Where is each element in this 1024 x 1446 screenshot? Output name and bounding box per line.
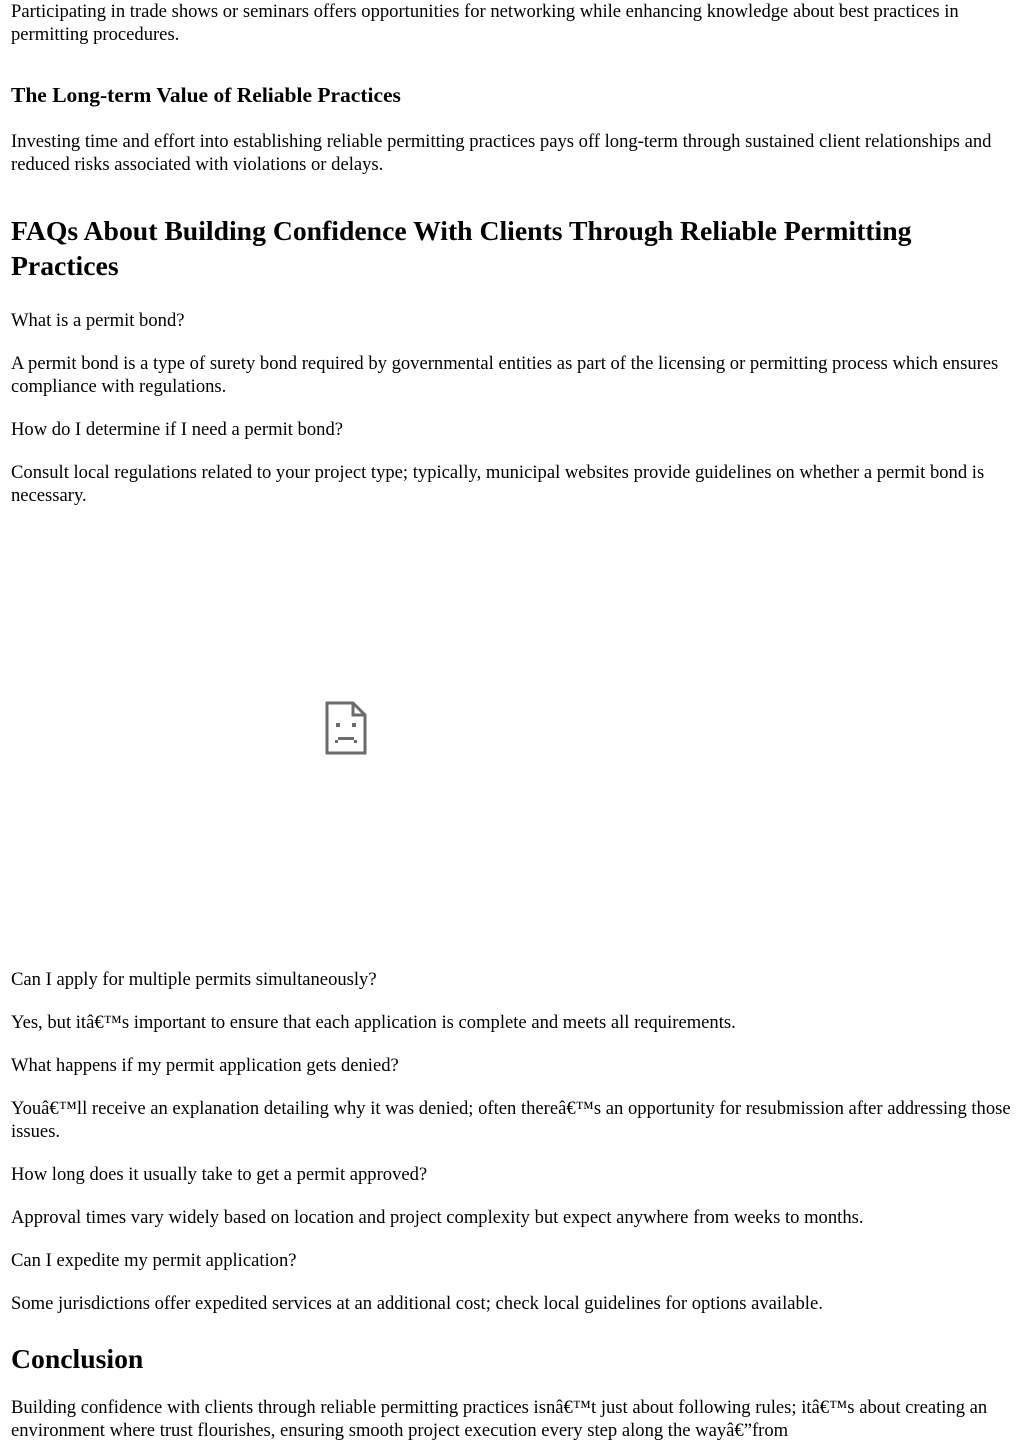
faq-heading: FAQs About Building Confidence With Clients Through Reliable Permitting Practices <box>11 215 912 281</box>
long-term-value-heading: The Long-term Value of Reliable Practices <box>11 83 401 107</box>
faq-question: Can I expedite my permit application? <box>11 1250 297 1271</box>
conclusion-heading: Conclusion <box>11 1343 144 1374</box>
intro-paragraph: Participating in trade shows or seminars offers opportunities for networking while enhancing knowledge about best practices in permitting procedures. <box>11 1 959 45</box>
faq-answer: Some jurisdictions offer expedited services at an additional cost; check local guidelines for options available. <box>11 1293 823 1314</box>
faq-question: How do I determine if I need a permit bond? <box>11 419 343 440</box>
faq-answer: Yes, but itâ€™s important to ensure that each application is complete and meets all requirements. <box>11 1012 736 1033</box>
faq-question: What happens if my permit application gets denied? <box>11 1055 399 1076</box>
faq-answer: A permit bond is a type of surety bond required by governmental entities as part of the licensing or permitting process which ensures compliance with regulations. <box>11 353 999 397</box>
faq-question: What is a permit bond? <box>11 310 185 331</box>
faq-answer: Approval times vary widely based on location and project complexity but expect anywhere from weeks to months. <box>11 1207 864 1228</box>
faq-question: How long does it usually take to get a permit approved? <box>11 1164 428 1185</box>
faq-answer: Consult local regulations related to your project type; typically, municipal websites provide guidelines on whether a permit bond is necessary. <box>11 462 985 506</box>
long-term-value-paragraph: Investing time and effort into establishing reliable permitting practices pays off long-term through sustained client relationships and reduced risks associated with violations or delays. <box>11 131 992 175</box>
broken-image <box>11 518 711 956</box>
conclusion-paragraph: Building confidence with clients through reliable permitting practices isnâ€™t just about following rules; itâ€™s about creating an environment where trust flourishes, ensuring smooth project execution every step along the wayâ€”from <box>11 1397 988 1441</box>
broken-image-icon <box>325 701 367 755</box>
faq-answer: Youâ€™ll receive an explanation detailing why it was denied; often thereâ€™s an opportunity for resubmission after addressing those issues. <box>11 1098 1011 1142</box>
faq-question: Can I apply for multiple permits simultaneously? <box>11 969 377 990</box>
